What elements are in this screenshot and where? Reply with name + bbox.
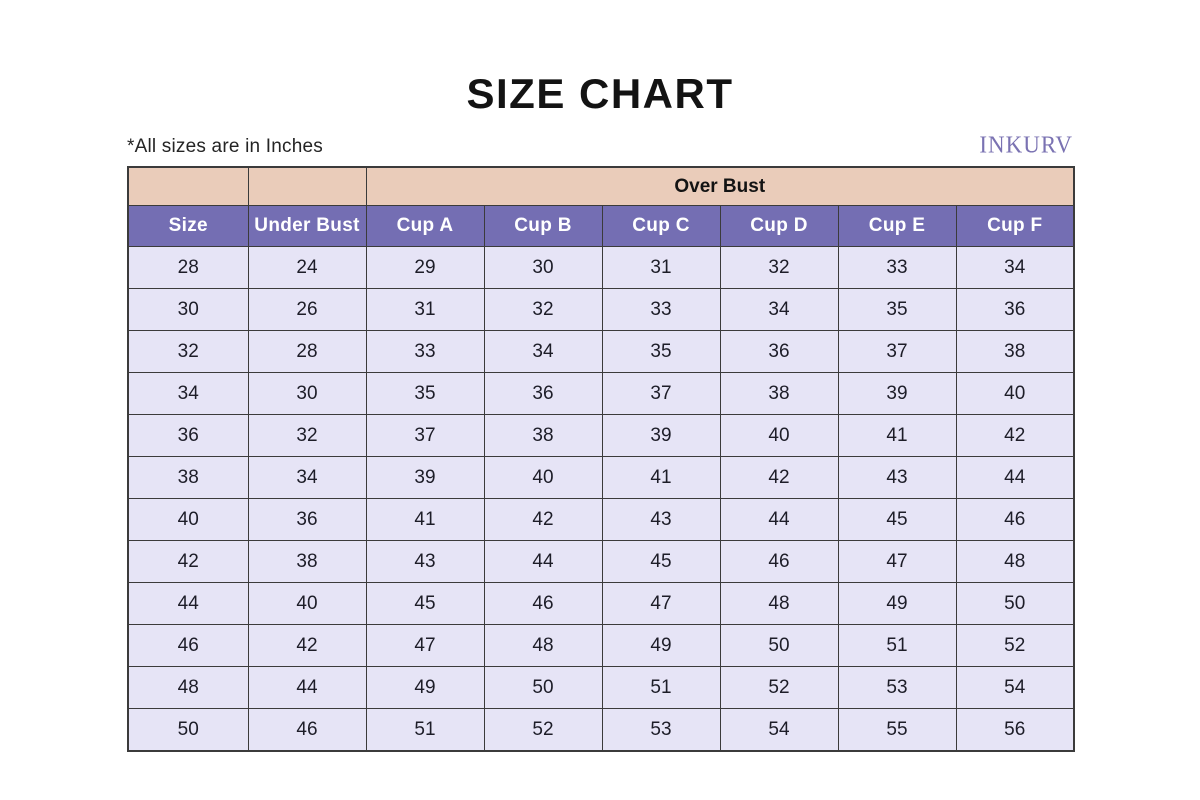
table-cell: 40 (484, 457, 602, 499)
table-cell: 42 (248, 625, 366, 667)
table-cell: 33 (602, 289, 720, 331)
table-cell: 35 (838, 289, 956, 331)
table-cell: 42 (128, 541, 248, 583)
table-row (128, 583, 1074, 625)
table-cell: 43 (838, 457, 956, 499)
table-cell: 49 (838, 583, 956, 625)
empty-header-cell (248, 167, 366, 206)
table-row (128, 667, 1074, 709)
table-cell: 43 (366, 541, 484, 583)
table-cell: 32 (248, 415, 366, 457)
table-row (128, 331, 1074, 373)
brand-logo: INKURV (979, 131, 1073, 158)
table-cell: 36 (128, 415, 248, 457)
column-header-cup-a: Cup A (366, 206, 484, 247)
table-cell: 51 (602, 667, 720, 709)
table-cell: 33 (366, 331, 484, 373)
column-header-under-bust: Under Bust (248, 206, 366, 247)
table-cell: 28 (248, 331, 366, 373)
table-cell: 49 (366, 667, 484, 709)
table-cell: 40 (128, 499, 248, 541)
table-cell: 34 (128, 373, 248, 415)
table-cell: 40 (248, 583, 366, 625)
column-header-cup-f: Cup F (956, 206, 1074, 247)
table-cell: 44 (956, 457, 1074, 499)
table-cell: 39 (838, 373, 956, 415)
table-cell: 42 (956, 415, 1074, 457)
table-cell: 37 (602, 373, 720, 415)
table-cell: 28 (128, 247, 248, 289)
table-cell: 54 (720, 709, 838, 752)
table-cell: 51 (838, 625, 956, 667)
table-cell: 33 (838, 247, 956, 289)
table-cell: 56 (956, 709, 1074, 752)
group-header-row (128, 167, 1074, 206)
table-row (128, 247, 1074, 289)
table-cell: 29 (366, 247, 484, 289)
table-cell: 32 (484, 289, 602, 331)
table-row (128, 709, 1074, 752)
table-cell: 45 (602, 541, 720, 583)
column-header-cup-d: Cup D (720, 206, 838, 247)
units-note: *All sizes are in Inches (127, 136, 323, 157)
table-cell: 24 (248, 247, 366, 289)
table-cell: 41 (838, 415, 956, 457)
table-cell: 39 (602, 415, 720, 457)
table-cell: 38 (248, 541, 366, 583)
table-cell: 48 (720, 583, 838, 625)
table-cell: 53 (838, 667, 956, 709)
table-cell: 46 (248, 709, 366, 752)
table-cell: 41 (602, 457, 720, 499)
table-cell: 38 (128, 457, 248, 499)
table-cell: 50 (956, 583, 1074, 625)
table-cell: 46 (128, 625, 248, 667)
table-row (128, 415, 1074, 457)
table-cell: 44 (720, 499, 838, 541)
table-cell: 50 (720, 625, 838, 667)
table-cell: 38 (720, 373, 838, 415)
table-cell: 50 (484, 667, 602, 709)
table-cell: 34 (956, 247, 1074, 289)
table-cell: 35 (602, 331, 720, 373)
table-cell: 48 (956, 541, 1074, 583)
column-header-cup-b: Cup B (484, 206, 602, 247)
table-cell: 36 (248, 499, 366, 541)
table-cell: 30 (248, 373, 366, 415)
size-chart-table (127, 166, 1075, 752)
table-cell: 48 (128, 667, 248, 709)
table-row (128, 499, 1074, 541)
table-cell: 49 (602, 625, 720, 667)
table-cell: 32 (720, 247, 838, 289)
table-row (128, 625, 1074, 667)
table-cell: 31 (366, 289, 484, 331)
table-cell: 47 (366, 625, 484, 667)
table-cell: 32 (128, 331, 248, 373)
table-cell: 42 (484, 499, 602, 541)
table-cell: 34 (720, 289, 838, 331)
table-cell: 44 (484, 541, 602, 583)
table-cell: 37 (838, 331, 956, 373)
table-cell: 45 (838, 499, 956, 541)
table-cell: 53 (602, 709, 720, 752)
table-cell: 38 (956, 331, 1074, 373)
meta-row (127, 132, 1073, 158)
table-cell: 46 (956, 499, 1074, 541)
table-cell: 46 (720, 541, 838, 583)
table-cell: 44 (248, 667, 366, 709)
table-cell: 41 (366, 499, 484, 541)
table-cell: 43 (602, 499, 720, 541)
table-row (128, 373, 1074, 415)
empty-header-cell (128, 167, 248, 206)
table-cell: 30 (128, 289, 248, 331)
table-cell: 36 (484, 373, 602, 415)
table-cell: 35 (366, 373, 484, 415)
size-table-body (128, 247, 1074, 752)
column-header-size: Size (128, 206, 248, 247)
page-title: SIZE CHART (466, 70, 734, 117)
table-cell: 38 (484, 415, 602, 457)
column-header-cup-c: Cup C (602, 206, 720, 247)
table-row (128, 457, 1074, 499)
column-header-row (128, 206, 1074, 247)
table-cell: 34 (248, 457, 366, 499)
table-cell: 45 (366, 583, 484, 625)
over-bust-group-header: Over Bust (366, 167, 1074, 206)
table-cell: 52 (484, 709, 602, 752)
table-cell: 47 (602, 583, 720, 625)
table-cell: 40 (720, 415, 838, 457)
table-cell: 55 (838, 709, 956, 752)
table-cell: 40 (956, 373, 1074, 415)
table-cell: 47 (838, 541, 956, 583)
table-cell: 26 (248, 289, 366, 331)
table-row (128, 541, 1074, 583)
table-cell: 42 (720, 457, 838, 499)
table-cell: 48 (484, 625, 602, 667)
table-cell: 30 (484, 247, 602, 289)
table-row (128, 289, 1074, 331)
table-cell: 36 (956, 289, 1074, 331)
table-cell: 51 (366, 709, 484, 752)
table-cell: 34 (484, 331, 602, 373)
table-cell: 50 (128, 709, 248, 752)
table-cell: 52 (720, 667, 838, 709)
table-cell: 36 (720, 331, 838, 373)
table-cell: 46 (484, 583, 602, 625)
table-cell: 31 (602, 247, 720, 289)
table-cell: 44 (128, 583, 248, 625)
table-cell: 52 (956, 625, 1074, 667)
table-cell: 54 (956, 667, 1074, 709)
table-cell: 37 (366, 415, 484, 457)
column-header-cup-e: Cup E (838, 206, 956, 247)
table-cell: 39 (366, 457, 484, 499)
